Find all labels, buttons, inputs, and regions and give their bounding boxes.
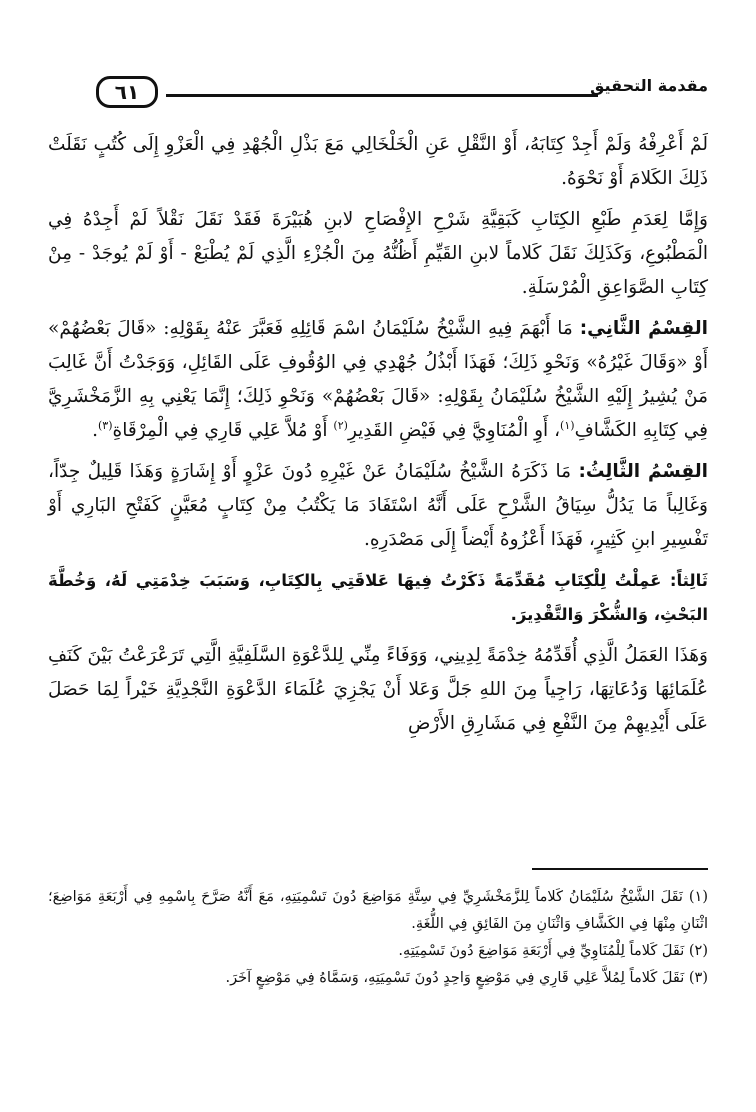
- paragraph-closing: [48, 639, 708, 741]
- paragraph-section-two: [48, 312, 708, 448]
- footnote-ref-1: (١): [560, 418, 575, 432]
- footnote-separator: [532, 868, 708, 870]
- section-two-text-4: .: [92, 420, 98, 441]
- footnote-3: [48, 965, 708, 992]
- footnote-1: [48, 884, 708, 938]
- running-title: مقدمة التحقيق: [590, 76, 708, 95]
- third-point-text: ثَالِثاً: عَمِلْتُ لِلْكِتَابِ مُقَدِّمَةً ذَكَرْتُ فِيهَا عَلاقَتِي بِالكِتَابِ، وَسَبَبَ خِدْمَتِي لَهُ، وَخُطَّةَ البَحْثِ، وَالشُّكْرَ وَالتَّقْدِيرَ.: [48, 571, 708, 624]
- main-text: [48, 128, 708, 741]
- page-header: [96, 72, 708, 116]
- section-two-text: مَا أَبْهَمَ فِيهِ الشَّيْخُ سُلَيْمَانُ اسْمَ قَائِلِهِ فَعَبَّرَ عَنْهُ بِقَوْلِهِ: «قَالَ بَعْضُهُمْ» أَوْ «وَقَالَ غَيْرُهُ» وَنَحْوِ ذَلِكَ؛ فَهَذَا أَبْذُلُ جُهْدِي فِي الوُقُوفِ عَلَى القَائِلِ، وَوَجَدْتُ أَنَّ غَالِبَ مَنْ يُشِيرُ إِلَيْهِ الشَّيْخُ سُلَيْمَانُ بِقَوْلِهِ: «قَالَ بَعْضُهُمْ» وَنَحْوِ ذَلِكَ؛ إِنَّمَا يَعْنِي بِهِ الزَّمَخْشَرِيَّ فِي كِتَابِهِ الكَشَّافِ: [48, 318, 708, 441]
- paragraph-1-text: لَمْ أَعْرِفْهُ وَلَمْ أَجِدْ كِتَابَهُ، أَوْ النَّقْلِ عَنِ الْخَلْخَالِي مَعَ بَذْلِ الْجُهْدِ فِي الْعَزْوِ إِلَى كُتُبٍ نَقَلَتْ ذَلِكَ الكَلامَ أَوْ نَحْوَهُ.: [48, 134, 708, 189]
- page-number: ٦١: [114, 80, 140, 104]
- paragraph-1: [48, 128, 708, 196]
- paragraph-section-three: [48, 455, 708, 557]
- paragraph-2: [48, 203, 708, 305]
- footnote-1-number: (١): [688, 889, 708, 905]
- section-two-heading: القِسْمُ الثَّانِي:: [579, 318, 709, 339]
- footnote-ref-2: (٢): [333, 418, 348, 432]
- section-two-text-3: أَوْ مُلاَّ عَلِي قَارِي فِي الْمِرْقَاةِ: [112, 420, 334, 441]
- footnote-3-text: نَقَلَ كَلاماً لِمُلاَّ عَلِي قَارِي فِي مَوْضِعٍ وَاحِدٍ دُونَ تَسْمِيَتِهِ، وَسَمَّاهُ فِي مَوْضِعٍ آخَرَ.: [225, 970, 685, 986]
- footnote-1-text: نَقَلَ الشَّيْخُ سُلَيْمَانُ كَلاماً لِلزَّمَخْشَرِيِّ فِي سِتَّةِ مَوَاضِعَ دُونَ تَسْمِيَتِهِ، مَعَ أَنَّهُ صَرَّحَ بِاسْمِهِ فِي أَرْبَعَةِ مَوَاضِعَ؛ اثْنَانِ مِنْهَا فِي الكَشَّافِ وَاثْنَانِ مِنَ الفَائِقِ فِي اللُّغَةِ.: [48, 889, 708, 932]
- section-two-text-2: ، أَوِ الْمُنَاوِيَّ فِي فَيْضِ القَدِيرِ: [347, 420, 561, 441]
- section-three-text: مَا ذَكَرَهُ الشَّيْخُ سُلَيْمَانُ عَنْ غَيْرِهِ دُونَ عَزْوٍ أَوْ إِشَارَةٍ وَهَذَا قَلِيلٌ جِدّاً، وَغَالِباً مَا يَدُلُّ سِيَاقُ الشَّرْحِ عَلَى أَنَّهُ اسْتَفَادَ مَا يَكْتُبُ مِنْ كِتَابٍ مُعَيَّنٍ كَفَتْحِ البَارِي أَوْ تَفْسِيرِ ابنِ كَثِيرٍ، فَهَذَا أَعْزُوهُ أَيْضاً إِلَى مَصْدَرِهِ.: [48, 461, 708, 550]
- footnote-ref-3: (٣): [98, 418, 113, 432]
- footnote-3-number: (٣): [688, 970, 708, 986]
- paragraph-third-point: [48, 564, 708, 632]
- header-rule: [166, 94, 598, 97]
- footnotes: [48, 884, 708, 992]
- footnote-2: [48, 938, 708, 965]
- page-number-box: [96, 76, 158, 108]
- footnote-2-number: (٢): [688, 943, 708, 959]
- footnote-2-text: نَقَلَ كَلاماً لِلْمُنَاوِيِّ فِي أَرْبَعَةِ مَوَاضِعَ دُونَ تَسْمِيَتِهِ.: [398, 943, 685, 959]
- paragraph-2-text: وَإِمَّا لِعَدَمِ طَبْعِ الكِتَابِ كَبَقِيَّةِ شَرْحِ الإِفْصَاحِ لابنِ هُبَيْرَةَ فَقَدْ نَقَلَ نَقْلاً لَمْ أَجِدْهُ فِي الْمَطْبُوعِ، وَكَذَلِكَ نَقَلَ كَلاماً لابنِ القَيِّمِ أَظُنُّهُ مِنَ الْجُزْءِ الَّذِي لَمْ يُطْبَعْ - أَوْ لَمْ يُوجَدْ - مِنْ كِتَابِ الصَّوَاعِقِ الْمُرْسَلَةِ.: [48, 209, 708, 298]
- closing-text: وَهَذَا العَمَلُ الَّذِي أُقَدِّمُهُ خِدْمَةً لِدِينِي، وَوَفَاءً مِنِّي لِلدَّعْوَةِ السَّلَفِيَّةِ الَّتِي تَرَعْرَعْتُ بَيْنَ كَنَفِ عُلَمَائِهَا وَدُعَاتِهَا، رَاجِياً مِنَ اللهِ جَلَّ وَعَلا أَنْ يَجْزِيَ عُلَمَاءَ الدَّعْوَةِ النَّجْدِيَّةِ خَيْراً لِمَا حَصَلَ عَلَى أَيْدِيهِمْ مِنَ النَّفْعِ فِي مَشَارِقِ الأَرْضِ: [48, 645, 708, 734]
- section-three-heading: القِسْمُ الثَّالِثُ:: [578, 461, 708, 482]
